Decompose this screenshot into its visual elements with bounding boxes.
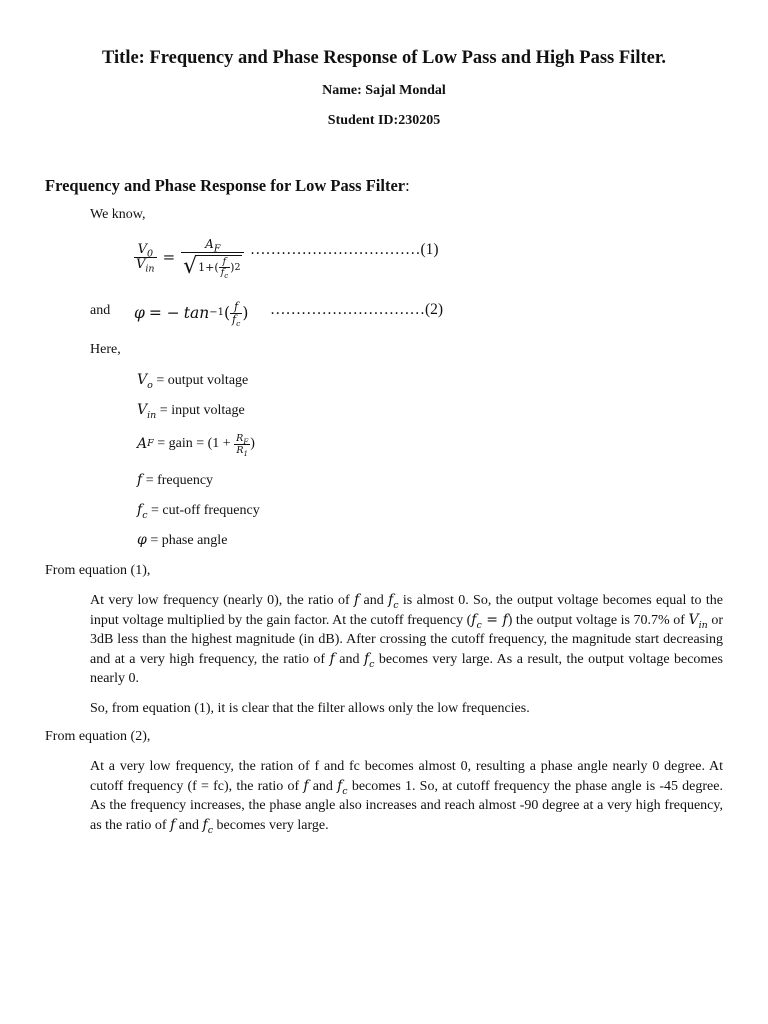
from-equation-1-label: From equation (1), xyxy=(45,563,151,578)
equation-1 xyxy=(134,232,244,282)
paragraph-low-frequency-conclusion: So, from equation (1), it is clear that the filter allows only the low frequencies. xyxy=(90,701,530,716)
from-equation-2-label: From equation (2), xyxy=(45,729,151,744)
eq2-phi: φ xyxy=(134,304,145,322)
eq1-lhs-num: $V_0$ xyxy=(134,243,157,258)
eq1-rhs-fraction xyxy=(181,236,244,278)
and-label: and xyxy=(90,303,111,318)
eq2-dots-label: …………………………(2) xyxy=(270,301,444,318)
eq1-dots-label: ……………………………(1) xyxy=(250,241,439,258)
definition-vin: $V_{in}$ = input voltage xyxy=(137,402,245,421)
equation-2: φ = − tan −1 ( $\frac{f}{f_c}$ ) xyxy=(134,299,249,328)
definition-vo: $V_o$ = output voltage xyxy=(137,372,249,391)
section-heading-colon: : xyxy=(405,176,410,195)
eq1-lhs-fraction xyxy=(134,241,157,275)
af-fraction: $\frac{R_F}{R_1}$ xyxy=(236,432,249,458)
here-label: Here, xyxy=(90,342,121,357)
eq2-close-paren: ) xyxy=(242,304,249,322)
definition-f: f = frequency xyxy=(137,472,214,488)
paragraph-eq2-explanation: At a very low frequency, the ration of f and fc becomes almost 0, resulting a phase angle nearly 0 degree. At cutoff frequency (f = fc), the ratio of f and $f_c$ becomes 1. So, at cutoff frequency the phase angle is -45 degree. As the frequency increases, the phase angle also increases and reach almost -90 degree at a very high frequency, as the ratio of f and $f_c$ becomes very large. xyxy=(90,759,723,836)
definition-phi: φ = phase angle xyxy=(137,532,228,548)
student-id: Student ID:230205 xyxy=(327,113,441,128)
eq1-rhs-num: $A_F$ xyxy=(181,236,244,253)
eq1-sqrt: √ 1+( $\frac{f}{f_c}$ ) 2 xyxy=(183,253,241,280)
definition-fc: $f_c = cut-off$ frequency xyxy=(137,502,260,521)
sqrt-icon: √ xyxy=(183,253,198,279)
definition-af: A F = gain = (1 + $\frac{R_F}{R_1}$ ) xyxy=(137,432,255,458)
section-heading-text: Frequency and Phase Response for Low Pass Filter xyxy=(45,176,406,195)
author-name: Name: Sajal Mondal xyxy=(322,83,446,98)
eq1-equals: = xyxy=(162,248,176,266)
we-know-label: We know, xyxy=(90,207,146,222)
eq2-tan: tan xyxy=(183,304,210,322)
eq2-fraction: $\frac{f}{f_c}$ xyxy=(232,299,241,328)
eq1-lhs-den: $V_{in}$ xyxy=(136,256,155,275)
eq2-equals: = − xyxy=(148,304,180,322)
paragraph-eq1-explanation: At very low frequency (nearly 0), the ratio of f and $f_c$ is almost 0. So, the output voltage becomes equal to the input voltage multiplied by the gain factor. At the cutoff frequency $(f_c = f)$ the output voltage is 70.7% of $V_{in}$ or 3dB less than the highest magnitude (in dB). After crossing the cutoff frequency, the magnitude start decreasing and at a very high frequency, the ratio of f and $f_c$ becomes very large. As a result, the output voltage becomes nearly 0. xyxy=(90,592,723,686)
eq1-rhs-den xyxy=(181,253,244,278)
eq2-open-paren: ( xyxy=(223,304,231,322)
document-title: Title: Frequency and Phase Response of Low Pass and High Pass Filter. xyxy=(102,48,666,68)
section-heading xyxy=(45,176,410,196)
